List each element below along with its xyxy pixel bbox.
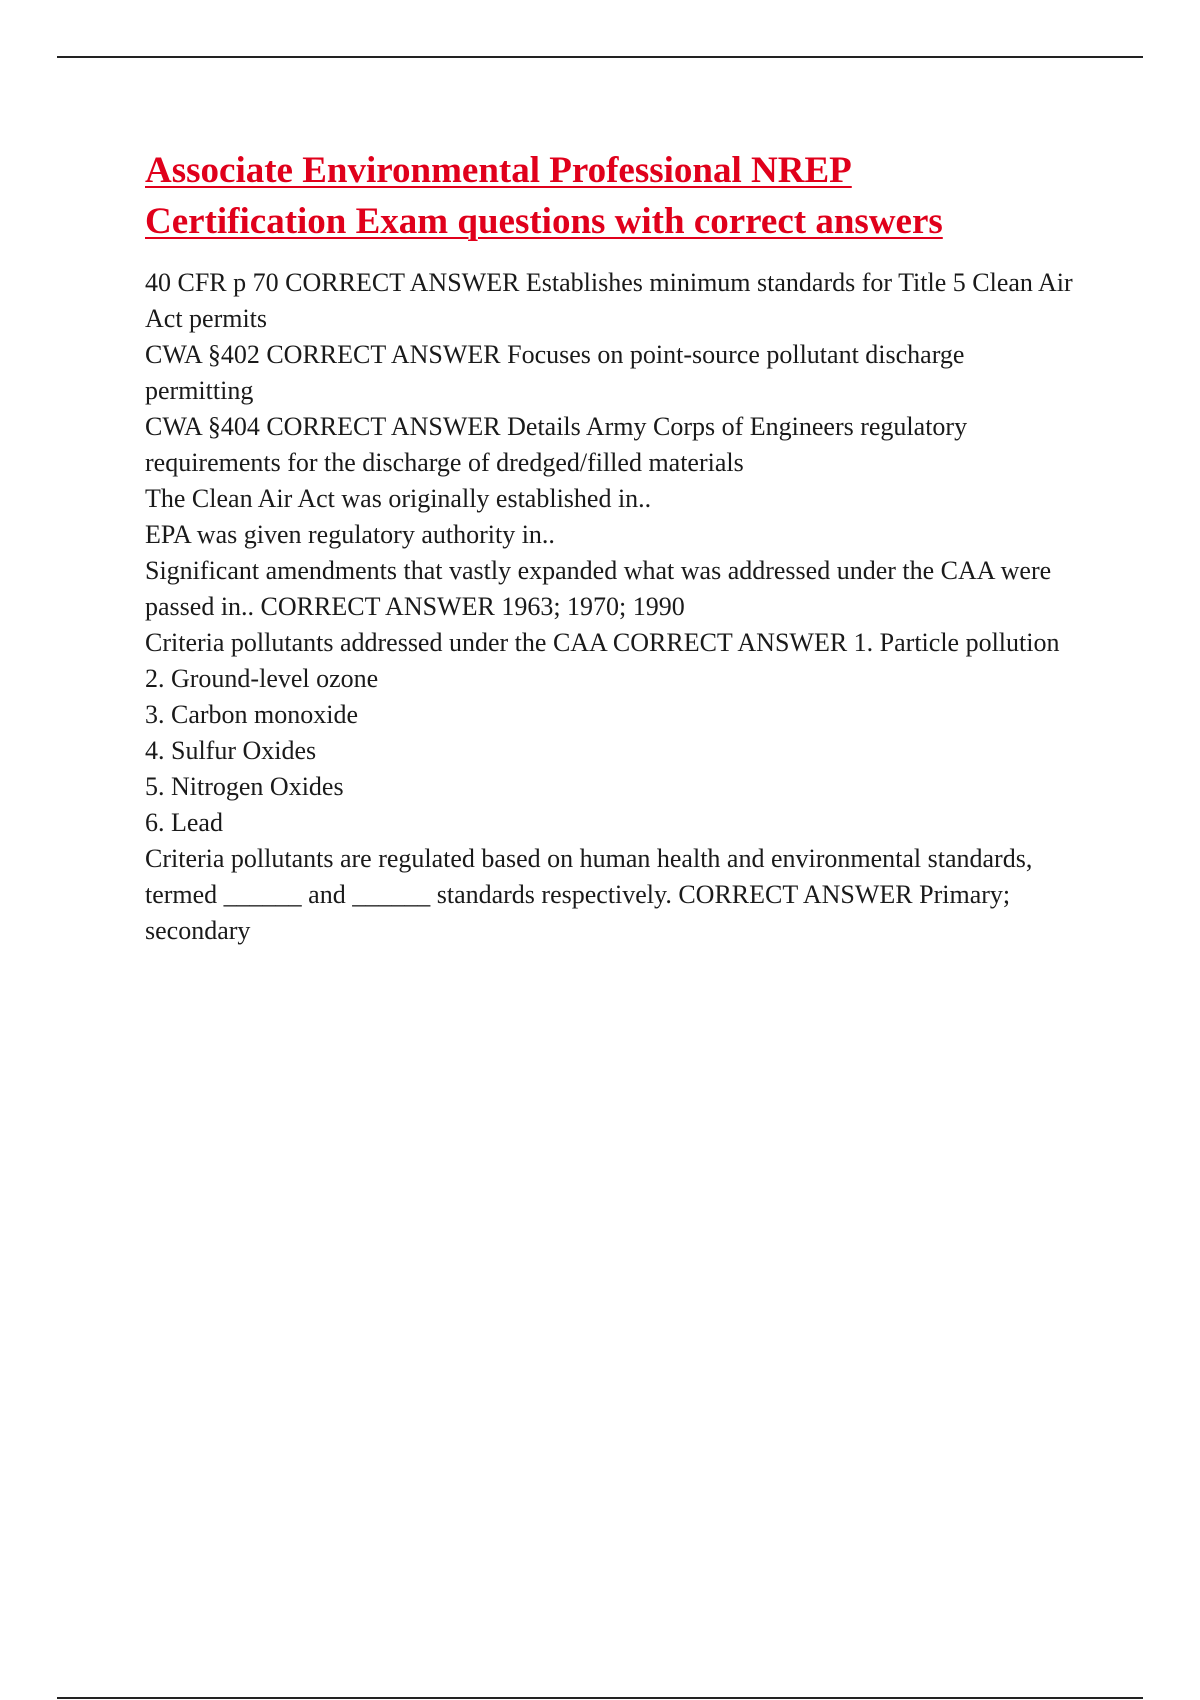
title-line-2: Certification Exam questions with correct answers xyxy=(145,201,943,242)
document-page xyxy=(145,145,1075,949)
top-rule xyxy=(57,56,1143,58)
list-item-nitrogen-oxides: 5. Nitrogen Oxides xyxy=(145,772,344,801)
qa-entry-criteria-pollutants: Criteria pollutants addressed under the CAA CORRECT ANSWER 1. Particle pollution xyxy=(145,628,1060,657)
bottom-rule xyxy=(57,1697,1143,1699)
qa-entry-cwa402: CWA §402 CORRECT ANSWER Focuses on point-source pollutant discharge permitting xyxy=(145,340,965,405)
title-line-1: Associate Environmental Professional NREP xyxy=(145,150,852,191)
document-title xyxy=(145,145,1075,247)
qa-entry-caa-question-2: EPA was given regulatory authority in.. xyxy=(145,520,555,549)
list-item-carbon-monoxide: 3. Carbon monoxide xyxy=(145,700,359,729)
list-item-ozone: 2. Ground-level ozone xyxy=(145,664,379,693)
list-item-lead: 6. Lead xyxy=(145,808,223,837)
qa-entry-caa-question-1: The Clean Air Act was originally established in.. xyxy=(145,484,652,513)
qa-entry-primary-secondary: Criteria pollutants are regulated based on human health and environmental standards, termed ______ and ______ standards respectively. CORRECT ANSWER Primary; secondary xyxy=(145,844,1033,945)
list-item-sulfur-oxides: 4. Sulfur Oxides xyxy=(145,736,317,765)
qa-entry-cwa404: CWA §404 CORRECT ANSWER Details Army Corps of Engineers regulatory requirements for the discharge of dredged/filled materials xyxy=(145,412,968,477)
qa-entry-caa-answer: Significant amendments that vastly expanded what was addressed under the CAA were passed in.. CORRECT ANSWER 1963; 1970; 1990 xyxy=(145,556,1052,621)
qa-entry-40cfr: 40 CFR p 70 CORRECT ANSWER Establishes minimum standards for Title 5 Clean Air Act permits xyxy=(145,268,1073,333)
